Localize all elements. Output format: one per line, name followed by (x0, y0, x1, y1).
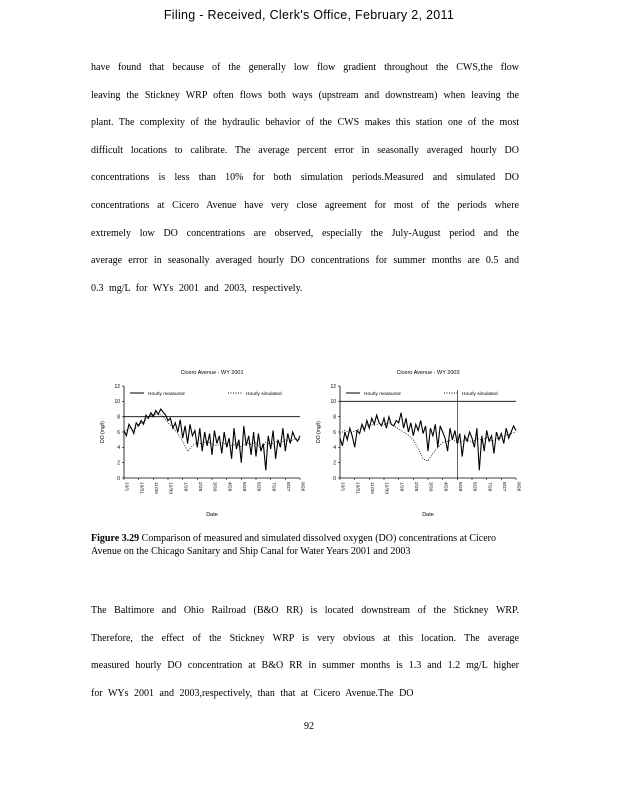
figure-caption-text: Comparison of measured and simulated dissolved oxygen (DO) concentrations at Cicero Avenue on the Chicago Sanitary and Ship Canal for Water Years 2001 and 2003 (91, 533, 497, 557)
figure-caption (91, 533, 511, 558)
x-tick-label: 1/29 (398, 482, 404, 492)
x-tick-label: 9/26 (515, 482, 521, 492)
x-tick-label: 4/29 (442, 482, 448, 492)
x-tick-label: 12/30 (383, 482, 389, 495)
y-tick-label: 2 (117, 460, 120, 467)
chart-wy-2001 (96, 364, 308, 526)
x-tick-label: 2/28 (196, 482, 202, 492)
y-tick-label: 6 (117, 429, 120, 436)
x-tick-label: 8/27 (500, 482, 506, 492)
y-tick-label: 8 (333, 414, 336, 421)
x-tick-label: 5/29 (456, 482, 462, 492)
x-axis-label: Date (422, 512, 434, 518)
chart-title: Cicero Avenue - WY 2003 (396, 370, 460, 376)
legend-label-simulated: Hourly simulated (246, 392, 282, 397)
chart-wy-2003 (312, 364, 524, 526)
chart-title: Cicero Avenue - WY 2001 (180, 370, 244, 376)
x-tick-label: 6/28 (255, 482, 261, 492)
x-axis-label: Date (206, 512, 218, 518)
y-tick-label: 4 (117, 445, 120, 452)
x-tick-label: 12/30 (167, 482, 173, 495)
y-tick-label: 10 (114, 399, 120, 406)
x-tick-label: 10/31 (354, 482, 360, 495)
y-axis-label: DO (mg/l) (316, 421, 322, 443)
x-tick-label: 10/31 (138, 482, 144, 495)
y-tick-label: 12 (114, 383, 120, 390)
figure-caption-label: Figure 3.29 (91, 533, 140, 544)
series-measured-line (340, 413, 516, 471)
x-tick-label: 2/28 (412, 482, 418, 492)
y-tick-label: 2 (333, 460, 336, 467)
series-measured-line (124, 409, 300, 470)
x-tick-label: 11/30 (152, 482, 158, 494)
page-number: 92 (304, 721, 314, 732)
y-tick-label: 0 (333, 475, 336, 482)
y-tick-label: 6 (333, 429, 336, 436)
x-tick-label: 6/28 (471, 482, 477, 492)
y-axis-label: DO (mg/l) (100, 421, 106, 443)
chart-wy-2001-svg (96, 364, 308, 526)
x-tick-label: 11/30 (368, 482, 374, 494)
chart-wy-2003-svg (312, 364, 524, 526)
y-tick-label: 0 (117, 475, 120, 482)
legend-label-simulated: Hourly simulated (462, 392, 498, 397)
x-tick-label: 4/29 (226, 482, 232, 492)
y-tick-label: 12 (330, 383, 336, 390)
x-tick-label: 8/27 (284, 482, 290, 492)
x-tick-label: 7/28 (270, 482, 276, 492)
y-tick-label: 8 (117, 414, 120, 421)
x-tick-label: 3/30 (427, 482, 433, 492)
x-tick-label: 10/1 (339, 482, 345, 492)
series-simulated-line (340, 423, 516, 461)
x-tick-label: 1/29 (182, 482, 188, 492)
filing-header: Filing - Received, Clerk's Office, February 2, 2011 (163, 8, 455, 22)
legend-label-measured: Hourly measured (148, 392, 185, 397)
y-tick-label: 4 (333, 445, 336, 452)
x-tick-label: 7/28 (486, 482, 492, 492)
x-tick-label: 9/26 (299, 482, 305, 492)
x-tick-label: 5/29 (240, 482, 246, 492)
y-tick-label: 10 (330, 399, 336, 406)
x-tick-label: 3/30 (211, 482, 217, 492)
body-paragraph-1: have found that because of the generally low flow gradient throughout the CWS,the flow leaving the Stickney WRP often flows both ways (upstream and downstream) when leaving the plant. The complexity of the hydraulic behavior of the CWS makes this station one of the most difficult locations to calibrate. The average percent error in seasonally averaged hourly DO concentrations is less than 10% for both simulation periods.Measured and simulated DO concentrations at Cicero Avenue have very close agreement for most of the periods where extremely low DO concentrations are observed, especially the July-August period and the average error in seasonally averaged hourly DO concentrations for summer months are 0.5 and 0.3 mg/L for WYs 2001 and 2003, respectively. (91, 62, 519, 294)
figure-3-29 (96, 364, 526, 526)
legend-label-measured: Hourly measured (364, 392, 401, 397)
x-tick-label: 10/1 (123, 482, 129, 492)
body-paragraph-2: The Baltimore and Ohio Railroad (B&O RR) is located downstream of the Stickney WRP. Therefore, the effect of the Stickney WRP is very obvious at this location. The average measured hourly DO concentration at B&O RR in summer months is 1.3 and 1.2 mg/L higher for WYs 2001 and 2003,respectively, than that at Cicero Avenue.The DO (91, 605, 519, 699)
